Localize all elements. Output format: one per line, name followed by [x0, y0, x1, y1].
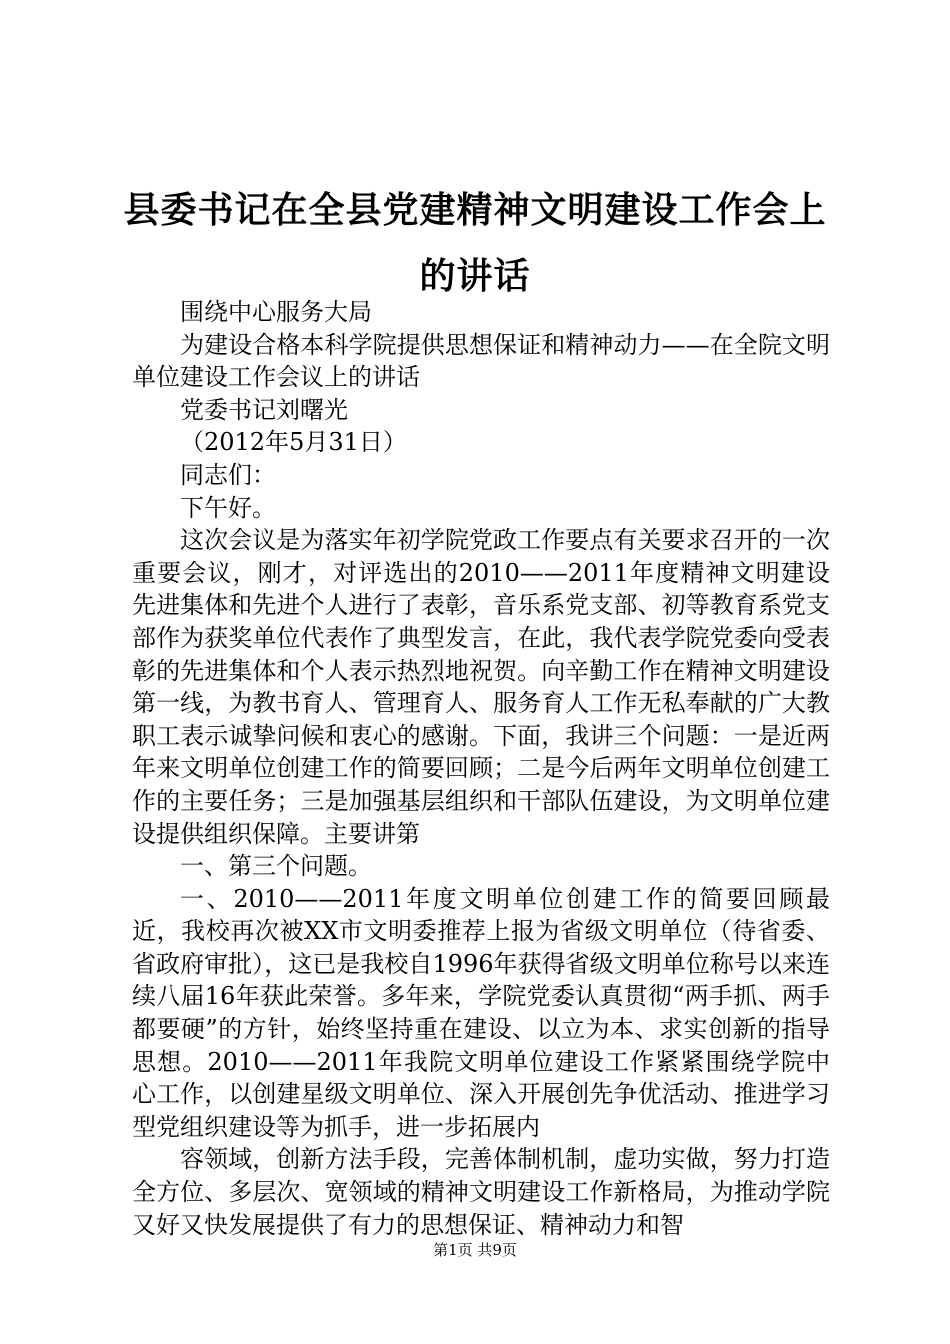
paragraph-greeting: 下午好。: [180, 493, 276, 522]
paragraph-salutation: 同志们：: [180, 460, 276, 489]
paragraph-date: （2012年5月31日）: [180, 428, 407, 457]
paragraph-continuation: 容领域，创新方法手段，完善体制机制，虚功实做，努力打造全方位、多层次、宽领域的精神文明建设工作新格局，为推动学院又好又快发展提供了有力的思想保证、精神动力和智: [132, 1145, 830, 1239]
paragraph-speaker: 党委书记刘曙光: [180, 395, 348, 424]
page-footer: 第1页 共9页: [433, 1241, 517, 1259]
paragraph-subtitle: 为建设合格本科学院提供思想保证和精神动力——在全院文明单位建设工作会议上的讲话: [132, 330, 830, 392]
document-title: 县委书记在全县党建精神文明建设工作会上的讲话: [123, 190, 827, 297]
paragraph-section-note: 一、第三个问题。: [180, 852, 372, 881]
paragraph-review: 一、2010——2011年度文明单位创建工作的简要回顾最近，我校再次被XX市文明委推荐上报为省级文明单位（待省委、省政府审批），这已是我校自1996年获得省级文明单位称号以来连续八届16年获此荣誉。多年来，学院党委认真贯彻“两手抓、两手都要硬”的方针，始终坚持重在建设、以立为本、求实创新的指导思想。2010——2011年我院文明单位建设工作紧紧围绕学院中心工作，以创建星级文明单位、深入开展创先争优活动、推进学习型党组织建设等为抓手，进一步拓展内: [132, 884, 830, 1141]
paragraph-intro: 这次会议是为落实年初学院党政工作要点有关要求召开的一次重要会议，刚才，对评选出的2010——2011年度精神文明建设先进集体和先进个人进行了表彰，音乐系党支部、初等教育系党支部作为获奖单位代表作了典型发言，在此，我代表学院党委向受表彰的先进集体和个人表示热烈地祝贺。向辛勤工作在精神文明建设第一线，为教书育人、管理育人、服务育人工作无私奉献的广大教职工表示诚挚问候和衷心的感谢。下面，我讲三个问题：一是近两年来文明单位创建工作的简要回顾；二是今后两年文明单位创建工作的主要任务；三是加强基层组织和干部队伍建设，为文明单位建设提供组织保障。主要讲第: [132, 526, 830, 848]
paragraph-theme: 围绕中心服务大局: [180, 298, 372, 326]
document-body: [132, 296, 830, 1241]
